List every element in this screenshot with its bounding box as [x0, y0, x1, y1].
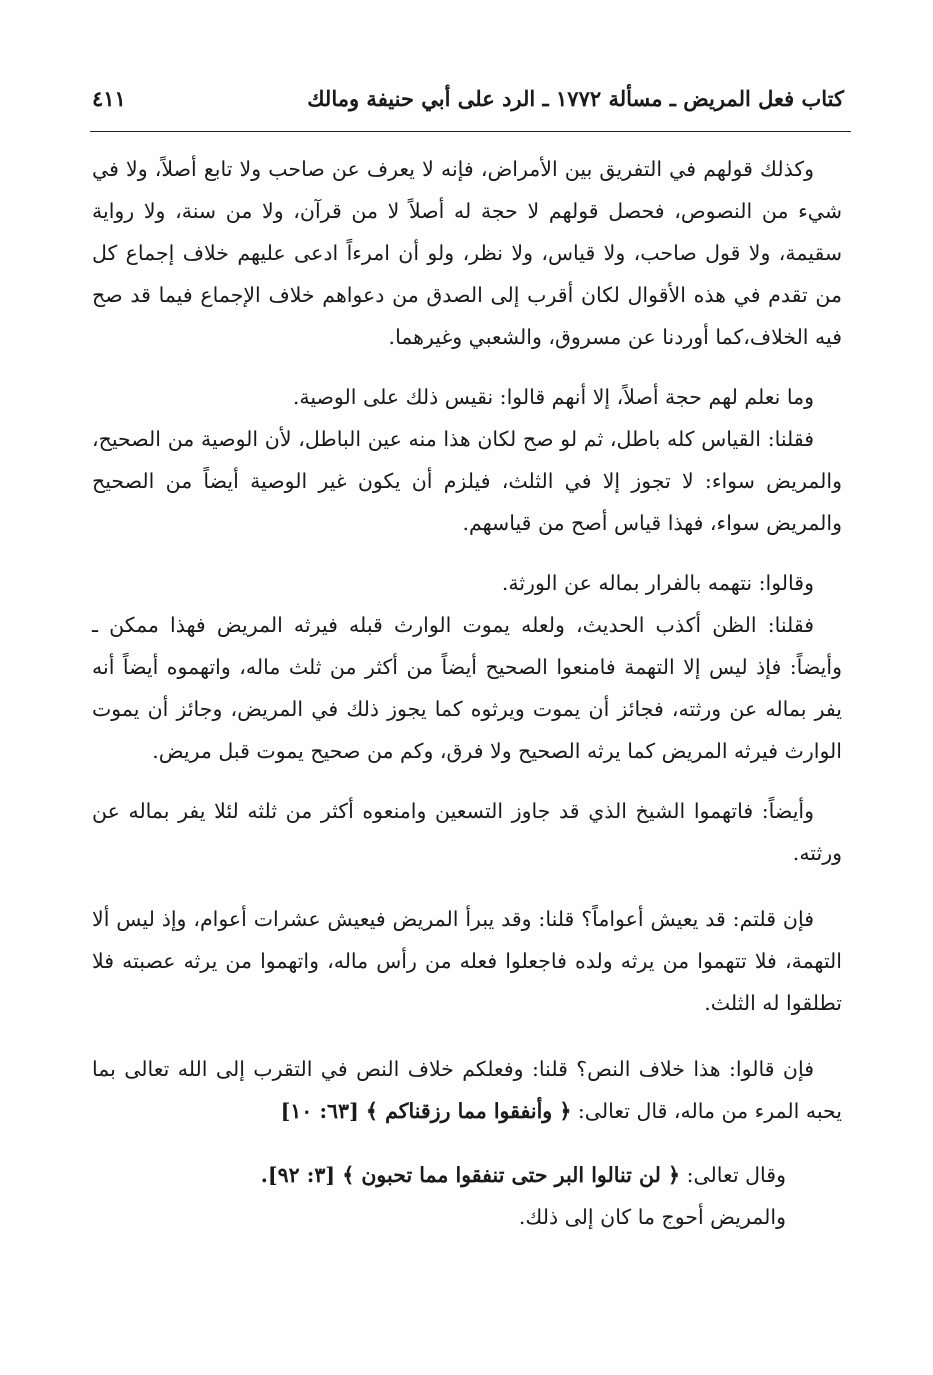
- paragraph-4: وقالوا: نتهمه بالفرار بماله عن الورثة.: [501, 571, 814, 595]
- verse-block: [92, 1154, 842, 1238]
- paragraph-9: [92, 1154, 786, 1196]
- header-divider: [90, 131, 851, 132]
- page-header: [92, 82, 844, 122]
- body-text: [92, 148, 842, 1238]
- running-title: كتاب فعل المريض ـ مسألة ١٧٧٢ ـ الرد على أبي حنيفة ومالك: [307, 86, 844, 111]
- paragraph-7: فإن قلتم: قد يعيش أعواماً؟ قلنا: وقد يبرأ المريض فيعيش عشرات أعوام، وإذ ليس ألا التهمة، فلا تتهموا من يرثه ولده فاجعلوا فعله من رأس ماله، واتهموا من يرثه عصبته فلا تطلقوا له الثلث.: [92, 907, 842, 1015]
- page-number: ٤١١: [92, 86, 126, 111]
- paragraph-9-text: وقال تعالى:: [686, 1163, 786, 1187]
- paragraph-3: فقلنا: القياس كله باطل، ثم لو صح لكان هذا منه عين الباطل، لأن الوصية من الصحيح، والمريض سواء: لا تجوز إلا في الثلث، فيلزم أن يكون غير الوصية أيضاً من الصحيح والمريض سواء، فهذا قياس أصح من قياسهم.: [92, 427, 842, 535]
- paragraph-8: [92, 1048, 842, 1132]
- paragraph-10: والمريض أحوج ما كان إلى ذلك.: [518, 1205, 786, 1229]
- paragraph-8-text: فإن قالوا: هذا خلاف النص؟ قلنا: وفعلكم خلاف النص في التقرب إلى الله تعالى بما يحبه المرء من ماله، قال تعالى:: [92, 1057, 842, 1123]
- paragraph-6: وأيضاً: فاتهموا الشيخ الذي قد جاوز التسعين وامنعوه أكثر من ثلثه لئلا يفر بماله عن ورثته.: [92, 799, 842, 865]
- quran-verse-1: ﴿ وأنفقوا مما رزقناكم ﴾ [٦٣: ١٠]: [280, 1099, 572, 1123]
- paragraph-2: وما نعلم لهم حجة أصلاً، إلا أنهم قالوا: نقيس ذلك على الوصية.: [292, 385, 814, 409]
- quran-verse-2: ﴿ لن تنالوا البر حتى تنفقوا مما تحبون ﴾ [٣: ٩٢].: [260, 1163, 681, 1187]
- paragraph-1: وكذلك قولهم في التفريق بين الأمراض، فإنه لا يعرف عن صاحب ولا تابع أصلاً، ولا في شيء من النصوص، فحصل قولهم لا حجة له أصلاً لا من قرآن، ولا من سنة، ولا رواية سقيمة، ولا قول صاحب، ولا قياس، ولا نظر، ولو أن امرءاً ادعى عليهم خلاف إجماع كل من تقدم في هذه الأقوال لكان أقرب إلى الصدق من دعواهم خلاف الإجماع فيما قد صح فيه الخلاف،كما أوردنا عن مسروق، والشعبي وغيرهما.: [92, 157, 842, 349]
- paragraph-5: فقلنا: الظن أكذب الحديث، ولعله يموت الوارث قبله فيرثه المريض فهذا ممكن ـ وأيضاً: فإذ ليس إلا التهمة فامنعوا الصحيح أيضاً من أكثر من ثلث ماله، واتهموه أيضاً أنه يفر بماله عن ورثته، فجائز أن يموت ويرثوه كما يجوز ذلك في المريض، وجائز أن يموت الوارث فيرثه المريض كما يرثه الصحيح ولا فرق، وكم من صحيح يموت قبل مريض.: [92, 613, 842, 763]
